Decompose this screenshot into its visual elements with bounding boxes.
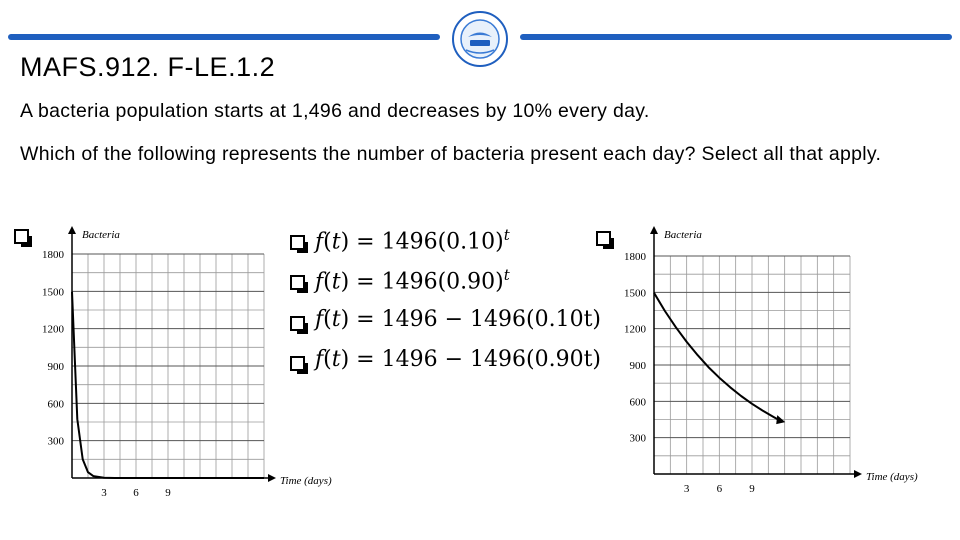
y-axis-arrow: [68, 226, 76, 234]
y-tick-label: 1500: [42, 286, 64, 299]
y-tick-label: 1800: [624, 251, 646, 263]
equation-option-1-text: $f(t) = 1496(0.10)^t$: [315, 226, 510, 255]
x-axis-arrow: [268, 474, 276, 482]
y-tick-label: 300: [47, 435, 64, 448]
x-tick-label: 3: [101, 487, 107, 499]
x-tick-label: 9: [165, 487, 171, 499]
y-tick-label: 300: [629, 432, 646, 445]
problem-question: Which of the following represents the number of bacteria present each day? Select all that apply.: [20, 143, 882, 165]
y-tick-label: 600: [47, 398, 64, 411]
graph-option-2-chart: [612, 222, 952, 512]
equation-option-1[interactable]: [290, 226, 610, 260]
y-tick-label: 1200: [42, 323, 64, 336]
equation-option-3-checkbox[interactable]: [290, 316, 305, 331]
header-rule-left: [8, 34, 440, 40]
x-tick-label: 9: [749, 483, 755, 495]
x-tick-label: 6: [133, 487, 139, 499]
equation-option-4[interactable]: [290, 347, 610, 381]
y-tick-label: 600: [629, 396, 646, 409]
y-tick-label: 1800: [42, 249, 64, 261]
x-axis-arrow: [854, 470, 862, 478]
y-tick-label: 900: [47, 361, 64, 373]
page-title: MAFS.912. F-LE.1.2: [20, 52, 276, 82]
x-tick-label: 3: [683, 483, 690, 495]
x-axis-title: Time (days): [280, 475, 332, 487]
y-tick-label: 1500: [624, 287, 646, 300]
y-tick-label: 1200: [624, 323, 646, 336]
equation-option-3[interactable]: [290, 307, 610, 341]
header-rule-right: [520, 34, 952, 40]
problem-statement: A bacteria population starts at 1,496 and decreases by 10% every day.: [20, 100, 650, 122]
school-seal-logo: [446, 10, 514, 68]
graph-option-1-checkbox[interactable]: [14, 229, 29, 244]
equation-option-2-checkbox[interactable]: [290, 275, 305, 290]
y-axis-arrow: [650, 226, 658, 234]
equation-option-4-text: f(t) = 1496 − 1496(0.90t): [315, 347, 601, 372]
equation-option-3-text: f(t) = 1496 − 1496(0.10t): [315, 307, 601, 332]
equation-option-2-text: $f(t) = 1496(0.90)^t$: [315, 266, 510, 295]
equation-option-4-checkbox[interactable]: [290, 356, 305, 371]
x-tick-label: 6: [716, 483, 723, 495]
equation-option-1-checkbox[interactable]: [290, 235, 305, 250]
y-tick-label: 900: [629, 360, 646, 372]
y-axis-title: Bacteria: [82, 229, 120, 241]
y-axis-title: Bacteria: [664, 229, 702, 241]
x-axis-title: Time (days): [866, 471, 918, 483]
equation-option-2[interactable]: [290, 266, 610, 300]
